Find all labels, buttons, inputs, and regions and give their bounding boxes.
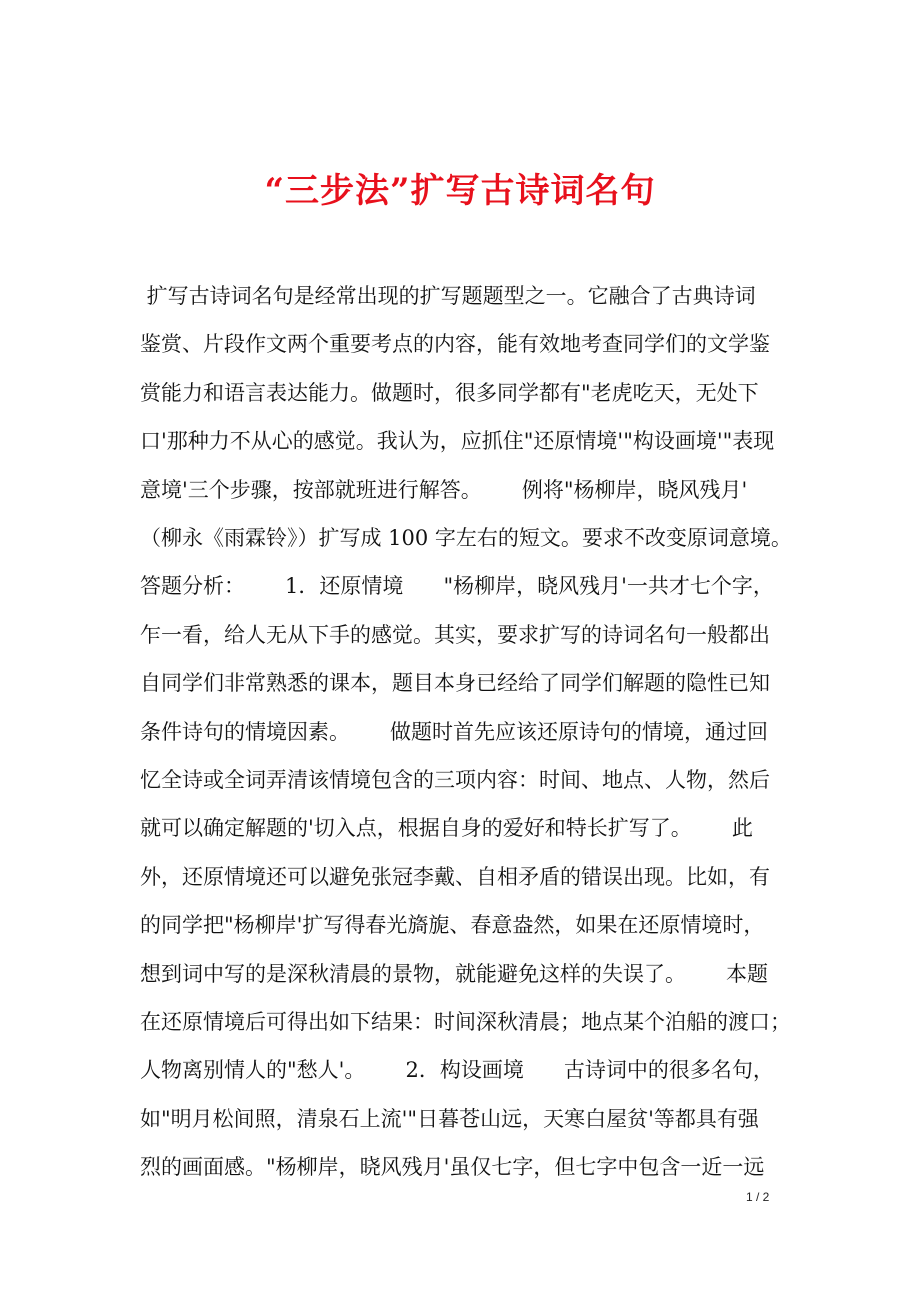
body-line: 乍一看，给人无从下手的感觉。其实，要求扩写的诗词名句一般都出 (140, 623, 770, 647)
body-line: 忆全诗或全词弄清该情境包含的三项内容：时间、地点、人物，然后 (140, 768, 770, 792)
body-line: 意境'三个步骤，按部就班进行解答。 例将"杨柳岸，晓风残月' (140, 478, 748, 502)
body-line: 赏能力和语言表达能力。做题时，很多同学都有"老虎吃天，无处下 (140, 381, 759, 405)
body-line: 想到词中写的是深秋清晨的景物，就能避免这样的失误了。 本题 (140, 962, 769, 986)
body-line: 在还原情境后可得出如下结果：时间深秋清晨；地点某个泊船的渡口； (140, 1010, 791, 1034)
body-line: 答题分析： 1．还原情境 "杨柳岸，晓风残月'一共才七个字， (140, 574, 774, 598)
body-line: （柳永《雨霖铃》）扩写成 100 字左右的短文。要求不改变原词意境。 (140, 526, 792, 550)
body-line: 扩写古诗词名句是经常出现的扩写题题型之一。它融合了古典诗词 (140, 284, 756, 308)
body-line: 人物离别情人的"愁人'。 2．构设画境 古诗词中的很多名句， (140, 1058, 774, 1082)
body-line: 口'那种力不从心的感觉。我认为，应抓住"还原情境'"构设画境'"表现 (140, 429, 775, 453)
body-line: 就可以确定解题的'切入点，根据自身的爱好和特长扩写了。 此 (140, 816, 753, 840)
page-number: 1 / 2 (746, 1190, 770, 1204)
document-title: “三步法”扩写古诗词名句 (264, 170, 656, 211)
body-line: 鉴赏、片段作文两个重要考点的内容，能有效地考查同学们的文学鉴 (140, 332, 770, 356)
body-line: 如"明月松间照，清泉石上流'"日暮苍山远，天寒白屋贫'等都具有强 (140, 1107, 759, 1131)
body-line: 的同学把"杨柳岸'扩写得春光旖旎、春意盎然，如果在还原情境时， (140, 913, 765, 937)
body-line: 自同学们非常熟悉的课本，题目本身已经给了同学们解题的隐性已知 (140, 671, 770, 695)
body-line: 烈的画面感。"杨柳岸，晓风残月'虽仅七字，但七字中包含一近一远 (140, 1155, 765, 1179)
body-line: 条件诗句的情境因素。 做题时首先应该还原诗句的情境，通过回 (140, 720, 769, 744)
body-line: 外，还原情境还可以避免张冠李戴、自相矛盾的错误出现。比如，有 (140, 865, 770, 889)
